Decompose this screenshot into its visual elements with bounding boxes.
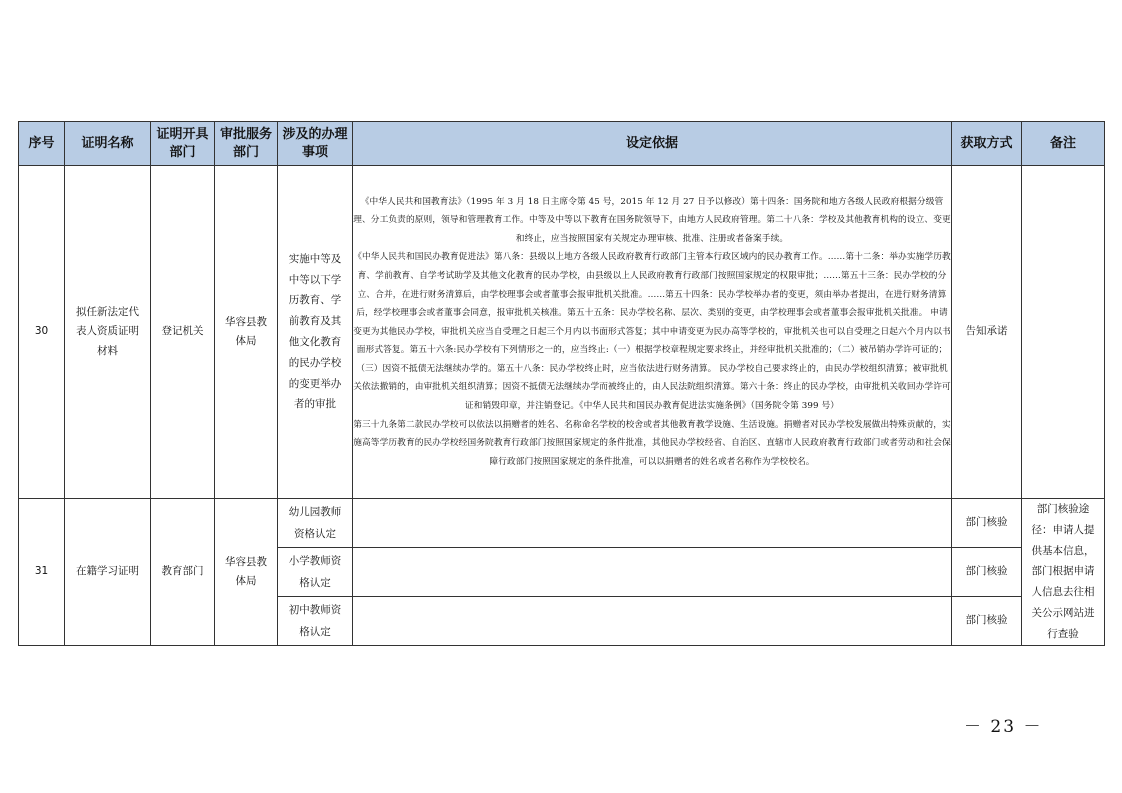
row30-seq: 30 <box>19 166 65 499</box>
header-approver: 审批服务部门 <box>215 122 278 166</box>
row31-seq: 31 <box>19 499 65 646</box>
row31-method-1: 部门核验 <box>952 499 1022 548</box>
header-name: 证明名称 <box>65 122 151 166</box>
row30-basis <box>353 166 952 499</box>
row31-basis-1 <box>353 499 952 548</box>
page-number: － 23 － <box>964 717 1043 737</box>
row31-method-3: 部门核验 <box>952 596 1022 645</box>
row31-basis-3 <box>353 596 952 645</box>
table-header-row <box>19 122 1105 166</box>
header-method: 获取方式 <box>952 122 1022 166</box>
row31-basis-2 <box>353 547 952 596</box>
row30-basis-para-2: 《中华人民共和国民办教育促进法》第八条：县级以上地方各级人民政府教育行政部门主管本行政区域内的民办教育工作。……第十二条：举办实施学历教育、学前教育、自学考试助学及其他文化教育的民办学校，由县级以上人民政府教育行政部门按照国家规定的权限审批；……第五十三条：民办学校的分立、合并，在进行财务清算后，由学校理事会或者董事会报审批机关批准。……第五十四条：民办学校举办者的变更，须由举办者提出，在进行财务清算后，经学校理事会或者董事会同意，报审批机关核准。第五十五条：民办学校名称、层次、类别的变更，由学校理事会或者董事会报审批机关批准。 申请变更为其他民办学校，审批机关应当自受理之日起三个月内以书面形式答复；其中申请变更为民办高等学校的，审批机关也可以自受理之日起六个月内以书面形式答复。第五十六条:民办学校有下列情形之一的，应当终止:（一）根据学校章程规定要求终止，并经审批机关批准的；（二）被吊销办学许可证的；（三）因资不抵债无法继续办学的。第五十八条：民办学校终止时，应当依法进行财务清算。 民办学校自己要求终止的，由民办学校组织清算；被审批机关依法撤销的，由审批机关组织清算；因资不抵债无法继续办学而被终止的，由人民法院组织清算。第六十条：终止的民办学校，由审批机关收回办学许可证和销毁印章，并注销登记。《中华人民共和国民办教育促进法实施条例》（国务院令第 399 号） <box>353 252 951 412</box>
certificate-table <box>18 121 1105 646</box>
row30-name: 拟任新法定代表人资质证明材料 <box>76 306 139 357</box>
row30-approver: 华容县教体局 <box>225 315 267 347</box>
header-remark: 备注 <box>1022 122 1105 166</box>
row30-issuer: 登记机关 <box>151 166 215 499</box>
row30-basis-para-1: 《中华人民共和国教育法》（1995 年 3 月 18 日主席令第 45 号，2015 年 12 月 27 日予以修改）第十四条：国务院和地方各级人民政府根据分级管理、分工负责的原则，领导和管理教育工作。中等及中等以下教育在国务院领导下，由地方人民政府管理。第二十八条：学校及其他教育机构的设立、变更和终止，应当按照国家有关规定办理审核、批准、注册或者备案手续。 <box>353 196 951 244</box>
table-row-30 <box>19 166 1105 499</box>
row31-approver: 华容县教体局 <box>225 555 267 587</box>
row31-issuer: 教育部门 <box>151 499 215 646</box>
row30-method: 告知承诺 <box>952 166 1022 499</box>
row31-method-2: 部门核验 <box>952 547 1022 596</box>
header-seq: 序号 <box>19 122 65 166</box>
row31-remark: 部门核验途径：申请人提供基本信息，部门根据申请人信息去往相关公示网站进行查验 <box>1022 499 1105 646</box>
header-matter: 涉及的办理事项 <box>278 122 353 166</box>
header-issuer: 证明开具部门 <box>151 122 215 166</box>
row31-matter-1: 幼儿园教师资格认定 <box>278 499 353 548</box>
row30-name-cell <box>65 166 151 499</box>
row31-name: 在籍学习证明 <box>65 499 151 646</box>
row30-approver-cell <box>215 166 278 499</box>
row31-approver-cell <box>215 499 278 646</box>
table-row-31a <box>19 499 1105 548</box>
row30-matter: 实施中等及中等以下学历教育、学前教育及其他文化教育的民办学校的变更举办者的审批 <box>278 166 353 499</box>
header-basis: 设定依据 <box>353 122 952 166</box>
row31-matter-2: 小学教师资格认定 <box>278 547 353 596</box>
row30-basis-para-3: 第三十九条第二款民办学校可以依法以捐赠者的姓名、名称命名学校的校舍或者其他教育教学设施、生活设施。捐赠者对民办学校发展做出特殊贡献的，实施高等学历教育的民办学校经国务院教育行政部门按照国家规定的条件批准，其他民办学校经省、自治区、直辖市人民政府教育行政部门或者劳动和社会保障行政部门按照国家规定的条件批准，可以以捐赠者的姓名或者名称作为学校校名。 <box>353 419 951 467</box>
row31-matter-3: 初中教师资格认定 <box>278 596 353 645</box>
row30-remark <box>1022 166 1105 499</box>
